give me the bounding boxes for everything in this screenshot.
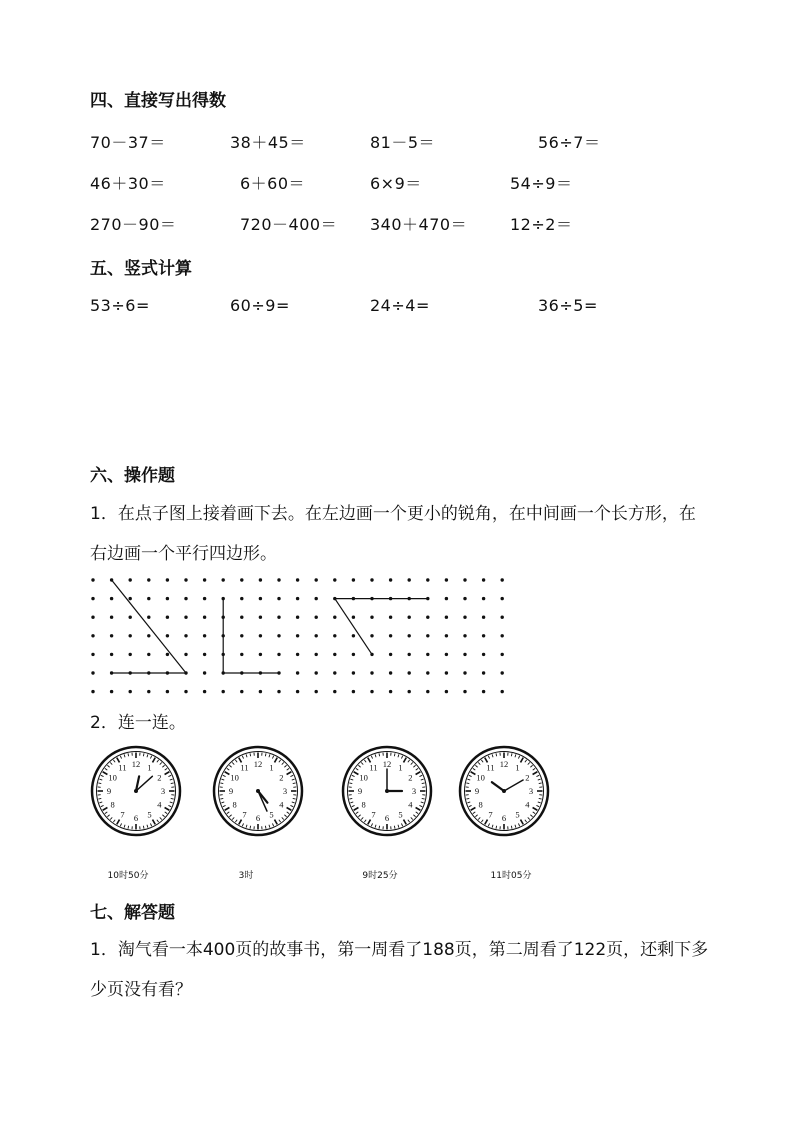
grid-dot (259, 653, 262, 656)
grid-dot (482, 597, 485, 600)
minute-tick (422, 798, 425, 799)
clock-number: 11 (118, 762, 127, 773)
grid-dot (333, 634, 336, 637)
clock-number: 9 (357, 786, 363, 796)
grid-dot (445, 653, 448, 656)
minute-tick (171, 783, 174, 784)
grid-dot (184, 634, 187, 637)
grid-dot (426, 671, 429, 674)
grid-dot (501, 653, 504, 656)
grid-dot (91, 597, 94, 600)
grid-dot (352, 690, 355, 693)
grid-dot (370, 690, 373, 693)
grid-dot (147, 597, 150, 600)
grid-dot (277, 616, 280, 619)
minute-tick (143, 753, 144, 756)
grid-dot (110, 653, 113, 656)
minute-tick (171, 798, 174, 799)
grid-dot (147, 616, 150, 619)
grid-dot (166, 597, 169, 600)
minute-tick (349, 783, 352, 784)
dot-grid-diagram[interactable] (85, 570, 510, 695)
clock-number: 3 (528, 786, 534, 796)
grid-dot (203, 634, 206, 637)
minute-tick (394, 826, 395, 829)
minute-tick (496, 753, 497, 756)
expr-r2c2: 6＋60＝ (240, 174, 306, 193)
clock-number: 8 (110, 799, 115, 810)
clock-center-pin (502, 789, 506, 793)
grid-dot (501, 690, 504, 693)
clock-number: 2 (525, 772, 530, 783)
grid-dot (222, 578, 225, 581)
grid-dot (129, 616, 132, 619)
acute-angle-slanted-side (112, 580, 186, 673)
grid-dot (259, 690, 262, 693)
minute-tick (379, 753, 380, 756)
grid-dot (463, 653, 466, 656)
grid-dot (91, 634, 94, 637)
section7-q1-text: 1．淘气看一本400页的故事书，第一周看了188页，第二周看了122页，还剩下多少页没有看？ (90, 940, 709, 1000)
grid-dot (147, 690, 150, 693)
minute-tick (539, 783, 542, 784)
grid-dot (352, 578, 355, 581)
minute-tick (511, 753, 512, 756)
clock-number: 10 (476, 772, 485, 783)
grid-dot (463, 671, 466, 674)
minute-tick (422, 783, 425, 784)
clock-number: 4 (408, 799, 413, 810)
grid-dot (333, 616, 336, 619)
clock-number: 7 (371, 809, 376, 820)
grid-dot (91, 671, 94, 674)
grid-dot (501, 634, 504, 637)
grid-dot (259, 597, 262, 600)
minute-tick (220, 798, 223, 799)
grid-dot (91, 578, 94, 581)
clock-center-pin (256, 789, 260, 793)
grid-dot (91, 690, 94, 693)
grid-dot (277, 578, 280, 581)
clock-number: 2 (157, 772, 162, 783)
clock-face-1 (90, 745, 182, 837)
grid-dot (445, 671, 448, 674)
grid-dot (370, 634, 373, 637)
clock-number: 8 (478, 799, 483, 810)
expr-r2c4: 54÷9＝ (510, 174, 573, 193)
grid-dot (166, 690, 169, 693)
minute-tick (250, 826, 251, 829)
minute-tick (98, 798, 101, 799)
grid-dot (184, 690, 187, 693)
grid-dot (184, 616, 187, 619)
grid-dot (184, 653, 187, 656)
grid-dot (315, 616, 318, 619)
grid-dot (129, 634, 132, 637)
grid-dot (110, 597, 113, 600)
grid-dot (482, 616, 485, 619)
grid-dot (240, 616, 243, 619)
vertical-calc-3: 24÷4= (370, 296, 430, 315)
grid-dot (389, 671, 392, 674)
grid-dot (445, 578, 448, 581)
expr-r3c4: 12÷2＝ (510, 215, 573, 234)
expr-r1c2: 38＋45＝ (230, 133, 306, 152)
grid-dot (166, 616, 169, 619)
grid-dot (389, 578, 392, 581)
expr-r1c4: 56÷7＝ (538, 133, 601, 152)
minute-tick (539, 798, 542, 799)
grid-dot (370, 671, 373, 674)
grid-dot (482, 671, 485, 674)
grid-dot (203, 616, 206, 619)
minute-tick (293, 798, 296, 799)
grid-dot (315, 671, 318, 674)
vertical-calc-2: 60÷9= (230, 296, 290, 315)
grid-dot (426, 653, 429, 656)
grid-dot (259, 634, 262, 637)
grid-dot (315, 690, 318, 693)
clock-number: 7 (242, 809, 247, 820)
minute-tick (265, 753, 266, 756)
grid-dot (501, 616, 504, 619)
section6-q1-text: 1．在点子图上接着画下去。在左边画一个更小的锐角，在中间画一个长方形，在右边画一个平行四边形。 (90, 504, 696, 564)
grid-dot (240, 653, 243, 656)
grid-dot (296, 634, 299, 637)
clock-number: 4 (157, 799, 162, 810)
clock-number: 6 (133, 813, 139, 823)
time-label-3[interactable]: 9时25分 (362, 871, 398, 881)
time-label-1[interactable]: 10时50分 (107, 871, 149, 881)
clock-number: 12 (382, 759, 392, 769)
grid-dot (426, 634, 429, 637)
grid-dot (445, 634, 448, 637)
minute-tick (466, 783, 469, 784)
grid-dot (501, 671, 504, 674)
grid-dot (259, 616, 262, 619)
minute-tick (220, 783, 223, 784)
clock-number: 7 (488, 809, 493, 820)
grid-dot (389, 653, 392, 656)
grid-dot (296, 671, 299, 674)
expr-r1c3: 81－5＝ (370, 133, 436, 152)
clock-number: 3 (411, 786, 417, 796)
minute-tick (379, 826, 380, 829)
grid-dot (296, 616, 299, 619)
clock-number: 10 (359, 772, 368, 783)
grid-dot (352, 671, 355, 674)
expr-r2c3: 6×9＝ (370, 174, 422, 193)
grid-dot (129, 653, 132, 656)
grid-dot (296, 597, 299, 600)
section6-q2-text: 2．连一连。 (90, 713, 186, 733)
minute-tick (496, 826, 497, 829)
clock-number: 7 (120, 809, 125, 820)
grid-dot (445, 690, 448, 693)
grid-dot (296, 653, 299, 656)
grid-dot (91, 653, 94, 656)
grid-dot (203, 597, 206, 600)
grid-dot (110, 690, 113, 693)
clock-face-2 (212, 745, 304, 837)
grid-dot (277, 634, 280, 637)
clock-number: 2 (408, 772, 413, 783)
grid-dot (501, 578, 504, 581)
grid-dot (203, 671, 206, 674)
grid-dot (166, 653, 169, 656)
clock-number: 6 (501, 813, 507, 823)
expr-r3c3: 340＋470＝ (370, 215, 468, 234)
grid-dot (222, 690, 225, 693)
minute-tick (265, 826, 266, 829)
minute-tick (511, 826, 512, 829)
clock-number: 12 (499, 759, 509, 769)
grid-dot (203, 653, 206, 656)
clock-number: 10 (230, 772, 239, 783)
minute-tick (98, 783, 101, 784)
grid-dot (463, 597, 466, 600)
clock-number: 2 (279, 772, 284, 783)
time-label-2[interactable]: 3时 (238, 871, 254, 881)
grid-dot (463, 690, 466, 693)
grid-dot (463, 616, 466, 619)
grid-dot (426, 616, 429, 619)
clock-center-pin (385, 789, 389, 793)
clock-number: 10 (108, 772, 117, 783)
clock-center-pin (134, 789, 138, 793)
grid-dot (352, 653, 355, 656)
clock-number: 9 (228, 786, 234, 796)
grid-dot (370, 616, 373, 619)
grid-dot (91, 616, 94, 619)
clock-number: 9 (474, 786, 480, 796)
grid-dot (315, 653, 318, 656)
vertical-calc-1: 53÷6= (90, 296, 150, 315)
minute-tick (250, 753, 251, 756)
clock-number: 8 (361, 799, 366, 810)
clock-face-4 (458, 745, 550, 837)
grid-dot (408, 653, 411, 656)
grid-dot (389, 634, 392, 637)
grid-dot (166, 634, 169, 637)
grid-dot (277, 653, 280, 656)
grid-dot (482, 653, 485, 656)
clock-number: 4 (525, 799, 530, 810)
grid-dot (408, 690, 411, 693)
clock-number: 11 (240, 762, 249, 773)
clock-number: 5 (147, 809, 152, 820)
expr-r2c1: 46＋30＝ (90, 174, 166, 193)
clock-number: 9 (106, 786, 112, 796)
minute-tick (293, 783, 296, 784)
minute-tick (143, 826, 144, 829)
grid-dot (408, 578, 411, 581)
grid-dot (203, 578, 206, 581)
minute-tick (349, 798, 352, 799)
clock-number: 3 (160, 786, 166, 796)
clock-number: 6 (384, 813, 390, 823)
grid-dot (482, 578, 485, 581)
minute-tick (466, 798, 469, 799)
minute-tick (394, 753, 395, 756)
clock-number: 12 (253, 759, 263, 769)
clock-face-3 (341, 745, 433, 837)
section7-title: 七、解答题 (90, 903, 175, 923)
clock-number: 1 (147, 762, 152, 773)
grid-dot (370, 578, 373, 581)
grid-dot (389, 616, 392, 619)
grid-dot (184, 578, 187, 581)
clock-number: 1 (398, 762, 403, 773)
clock-number: 5 (515, 809, 520, 820)
grid-dot (315, 578, 318, 581)
grid-dot (408, 616, 411, 619)
section4-title: 四、直接写出得数 (90, 91, 226, 111)
grid-dot (408, 634, 411, 637)
grid-dot (482, 690, 485, 693)
grid-dot (129, 578, 132, 581)
grid-dot (463, 578, 466, 581)
grid-dot (240, 690, 243, 693)
grid-dot (240, 597, 243, 600)
grid-dot (445, 616, 448, 619)
grid-dot (463, 634, 466, 637)
grid-dot (501, 597, 504, 600)
clock-number: 6 (255, 813, 261, 823)
grid-dot (277, 597, 280, 600)
clock-number: 5 (398, 809, 403, 820)
grid-dot (296, 578, 299, 581)
grid-dot (259, 578, 262, 581)
grid-dot (315, 634, 318, 637)
grid-dot (240, 634, 243, 637)
clock-number: 3 (282, 786, 288, 796)
grid-dot (166, 578, 169, 581)
clock-number: 4 (279, 799, 284, 810)
grid-dot (184, 597, 187, 600)
grid-dot (333, 578, 336, 581)
grid-dot (426, 578, 429, 581)
grid-dot (240, 578, 243, 581)
clock-number: 5 (269, 809, 274, 820)
grid-dot (147, 634, 150, 637)
grid-dot (352, 634, 355, 637)
grid-dot (408, 671, 411, 674)
section5-title: 五、竖式计算 (90, 259, 192, 279)
clock-number: 1 (515, 762, 520, 773)
grid-dot (352, 616, 355, 619)
grid-dot (147, 653, 150, 656)
grid-dot (333, 690, 336, 693)
minute-tick (128, 753, 129, 756)
grid-dot (203, 690, 206, 693)
grid-dot (333, 653, 336, 656)
grid-dot (333, 671, 336, 674)
grid-dot (129, 597, 132, 600)
clock-number: 12 (131, 759, 141, 769)
grid-dot (129, 690, 132, 693)
grid-dot (389, 690, 392, 693)
grid-dot (315, 597, 318, 600)
grid-dot (426, 690, 429, 693)
grid-dot (147, 578, 150, 581)
vertical-calc-4: 36÷5= (538, 296, 598, 315)
grid-dot (110, 616, 113, 619)
clock-number: 1 (269, 762, 274, 773)
time-label-4[interactable]: 11时05分 (490, 871, 532, 881)
parallelogram-slanted-side (335, 599, 372, 655)
expr-r3c2: 720－400＝ (240, 215, 338, 234)
clock-number: 11 (369, 762, 378, 773)
grid-dot (482, 634, 485, 637)
minute-tick (128, 826, 129, 829)
expr-r1c1: 70－37＝ (90, 133, 166, 152)
grid-dot (277, 690, 280, 693)
clock-number: 11 (486, 762, 495, 773)
grid-dot (445, 597, 448, 600)
clock-number: 8 (232, 799, 237, 810)
expr-r3c1: 270－90＝ (90, 215, 177, 234)
section6-title: 六、操作题 (90, 466, 175, 486)
grid-dot (296, 690, 299, 693)
grid-dot (110, 634, 113, 637)
